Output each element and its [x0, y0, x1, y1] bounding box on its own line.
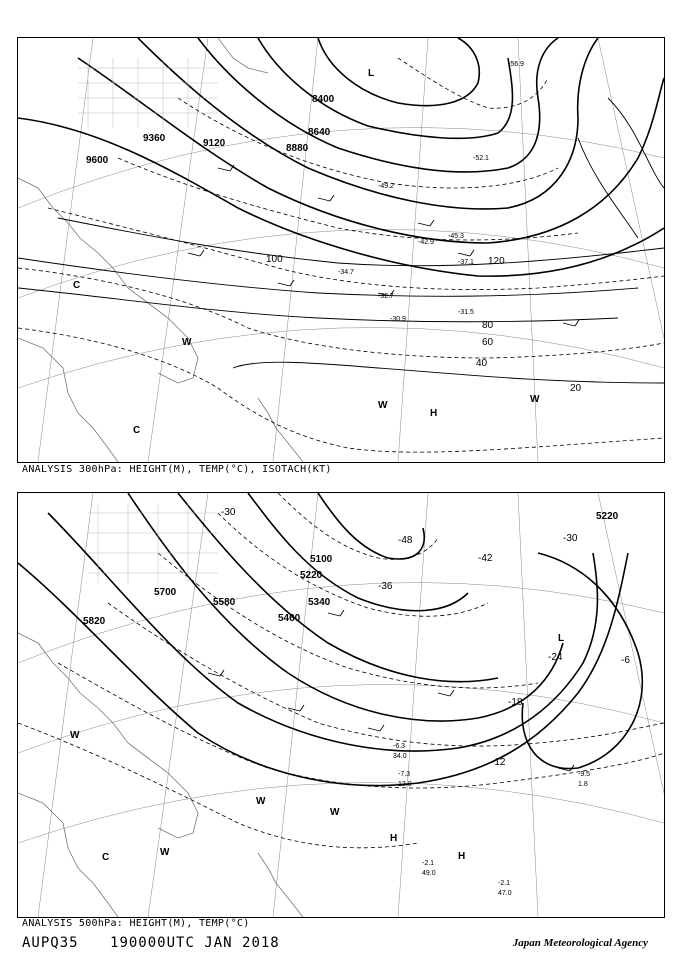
- warm-mark: W: [160, 847, 170, 858]
- height-label: 5820: [83, 616, 106, 627]
- map-300hpa: [18, 38, 664, 462]
- low-center-mark: L: [368, 68, 375, 79]
- graticule: [18, 38, 664, 462]
- temp-label: -52.1: [473, 155, 489, 162]
- station-value: 12.0: [398, 781, 412, 788]
- temp-contour-label: -6: [621, 655, 630, 666]
- temperature-contours: [18, 58, 664, 452]
- chart-footer: [22, 935, 302, 951]
- isotach-contours: [18, 98, 664, 383]
- high-center-mark: H: [458, 851, 466, 862]
- temp-label: -34.7: [338, 269, 354, 276]
- warm-mark: W: [70, 730, 80, 741]
- isotach-label: 60: [482, 337, 494, 348]
- agency-name: Japan Meteorological Agency: [512, 937, 648, 949]
- height-label: 9360: [143, 133, 166, 144]
- warm-mark: W: [182, 337, 192, 348]
- grid-hatch: [88, 503, 218, 583]
- temp-contour-label: -36: [378, 581, 393, 592]
- temp-label: -49.2: [378, 183, 394, 190]
- cold-mark: C: [73, 280, 81, 291]
- station-value: -2.1: [422, 860, 435, 867]
- height-label: 9120: [203, 138, 226, 149]
- temp-contour-label: -12: [491, 757, 506, 768]
- height-label: 8880: [286, 143, 309, 154]
- station-value: -2.1: [498, 880, 511, 887]
- valid-time: 190000UTC JAN 2018: [110, 935, 280, 951]
- isotach-label: 120: [488, 256, 505, 267]
- temp-label: -31.5: [458, 309, 474, 316]
- height-label: 8400: [312, 94, 335, 105]
- high-center-mark: H: [430, 408, 438, 419]
- height-label: 5220: [300, 570, 323, 581]
- station-value: 34.0: [393, 753, 407, 760]
- height-label: 5700: [154, 587, 177, 598]
- station-value: -6.3: [393, 743, 406, 750]
- station-value: 1.8: [578, 781, 588, 788]
- warm-mark: W: [378, 400, 388, 411]
- cold-mark: C: [133, 425, 141, 436]
- station-value: -9.5: [578, 771, 591, 778]
- isotach-label: 40: [476, 358, 488, 369]
- isotach-label: 20: [570, 383, 582, 394]
- station-value: 47.0: [498, 890, 512, 897]
- map-500hpa: [18, 493, 664, 917]
- warm-mark: W: [530, 394, 540, 405]
- analysis-300hpa-map: [17, 37, 665, 463]
- isotach-label: 80: [482, 320, 494, 331]
- warm-mark: W: [256, 796, 266, 807]
- station-value: -7.3: [398, 771, 411, 778]
- temperature-contours: [18, 493, 664, 848]
- panel-caption-500hpa: ANALYSIS 500hPa: HEIGHT(M), TEMP(°C): [22, 918, 250, 929]
- temp-label: -56.9: [508, 61, 524, 68]
- panel-caption-300hpa: ANALYSIS 300hPa: HEIGHT(M), TEMP(°C), ISOTACH(KT): [22, 464, 332, 475]
- height-label: 8640: [308, 127, 331, 138]
- temp-label: -30.9: [390, 316, 406, 323]
- cold-mark: C: [102, 852, 110, 863]
- height-contours: [18, 493, 642, 786]
- temp-contour-label: -48: [398, 535, 413, 546]
- temp-label: -37.1: [458, 259, 474, 266]
- temp-contour-label: -18: [508, 697, 523, 708]
- temp-label: -42.9: [418, 239, 434, 246]
- temp-label: -45.3: [448, 233, 464, 240]
- height-contours: [18, 38, 664, 276]
- temp-contour-label: -30: [221, 507, 236, 518]
- height-label: 5460: [278, 613, 301, 624]
- height-label: 5100: [310, 554, 333, 565]
- high-center-mark: H: [390, 833, 398, 844]
- low-center-mark: L: [558, 633, 565, 644]
- warm-mark: W: [330, 807, 340, 818]
- coastline: [18, 633, 303, 917]
- chart-id: AUPQ35: [22, 935, 79, 951]
- height-label: 9600: [86, 155, 109, 166]
- temp-contour-label: -30: [563, 533, 578, 544]
- temp-contour-label: -24: [548, 652, 563, 663]
- height-label: 5220: [596, 511, 619, 522]
- analysis-500hpa-map: [17, 492, 665, 918]
- height-label: 5340: [308, 597, 331, 608]
- temp-label: -32.7: [378, 293, 394, 300]
- temp-contour-label: -42: [478, 553, 493, 564]
- isotach-label: 100: [266, 254, 283, 265]
- station-value: 49.0: [422, 870, 436, 877]
- height-label: 5580: [213, 597, 236, 608]
